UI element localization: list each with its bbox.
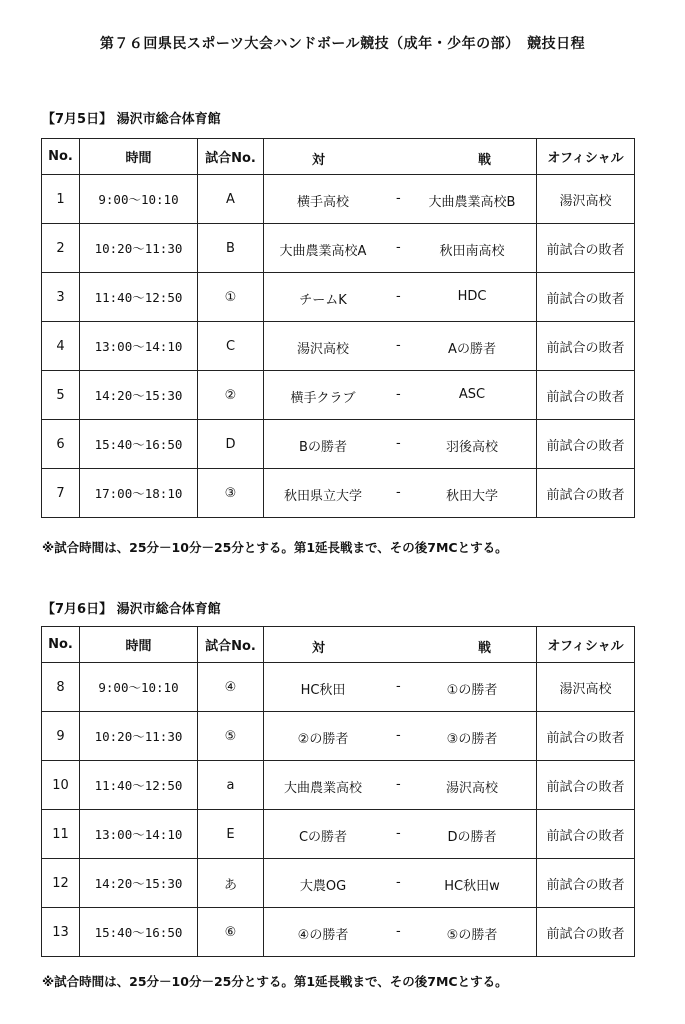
team-b: 大曲農業高校B [428,195,516,210]
header-time: 時間 [80,627,198,663]
official-team: 前試合の敗者 [537,859,635,908]
vs-dash: - [396,436,401,451]
matchup-cell [264,322,537,371]
match-time: 14:20～15:30 [80,859,198,908]
official-team: 前試合の敗者 [537,371,635,420]
team-b: 秋田大学 [445,489,498,504]
matchup-cell [264,175,537,224]
matchup-cell [264,371,537,420]
table-header-row [42,627,635,663]
header-match-no: 試合No. [198,139,264,175]
match-number: 4 [42,322,80,371]
team-b: ①の勝者 [446,683,498,698]
table-row [42,420,635,469]
vs-dash: - [396,240,401,255]
team-a: Bの勝者 [299,440,347,455]
match-time: 13:00～14:10 [80,322,198,371]
team-a: 秋田県立大学 [283,489,362,504]
match-time: 14:20～15:30 [80,371,198,420]
official-team: 湯沢高校 [537,663,635,712]
header-vs-right: 戦 [477,153,491,168]
matchup-cell [264,810,537,859]
vs-dash: - [396,875,401,890]
table-row [42,859,635,908]
match-time: 11:40～12:50 [80,273,198,322]
match-code: ⑥ [198,908,264,957]
matchup-cell [264,663,537,712]
match-code: E [198,810,264,859]
vs-dash: - [396,387,401,402]
header-time: 時間 [80,139,198,175]
match-number: 6 [42,420,80,469]
official-team: 前試合の敗者 [537,761,635,810]
official-team: 前試合の敗者 [537,810,635,859]
official-team: 前試合の敗者 [537,224,635,273]
matchup-cell [264,420,537,469]
match-number: 9 [42,712,80,761]
vs-dash: - [396,777,401,792]
team-b: 羽後高校 [445,440,498,455]
team-a: 大曲農業高校 [283,781,362,796]
header-no: No. [42,627,80,663]
day2-schedule-table [41,626,635,957]
team-a: 横手クラブ [290,391,356,406]
match-time: 10:20～11:30 [80,712,198,761]
matchup-cell [264,761,537,810]
match-time: 13:00～14:10 [80,810,198,859]
match-time: 15:40～16:50 [80,908,198,957]
header-official: オフィシャル [537,627,635,663]
match-code: C [198,322,264,371]
match-code: ② [198,371,264,420]
table-header-row [42,139,635,175]
match-time: 9:00～10:10 [80,175,198,224]
table-row [42,175,635,224]
team-a: 大農OG [299,879,347,894]
match-time: 11:40～12:50 [80,761,198,810]
match-time: 10:20～11:30 [80,224,198,273]
vs-dash: - [396,924,401,939]
official-team: 前試合の敗者 [537,469,635,518]
match-number: 3 [42,273,80,322]
day2-note: ※試合時間は、25分－10分－25分とする。第1延長戦まで、その後7MCとする。 [42,974,508,989]
day1-heading: 【7月5日】 湯沢市総合体育館 [42,112,221,127]
match-number: 5 [42,371,80,420]
team-b: Aの勝者 [448,342,496,357]
match-time: 17:00～18:10 [80,469,198,518]
official-team: 前試合の敗者 [537,908,635,957]
page-title: 第７６回県民スポーツ大会ハンドボール競技（成年・少年の部） 競技日程 [99,36,586,52]
vs-dash: - [396,338,401,353]
table-row [42,273,635,322]
team-a: 湯沢高校 [296,342,349,357]
match-code: ⑤ [198,712,264,761]
day1-schedule-table [41,138,635,518]
vs-dash: - [396,191,401,206]
day1-rows [42,175,635,518]
team-b: 秋田南高校 [439,244,505,259]
match-code: D [198,420,264,469]
team-b: HC秋田w [444,879,500,894]
match-code: a [198,761,264,810]
day2-heading: 【7月6日】 湯沢市総合体育館 [42,602,221,617]
table-row [42,224,635,273]
official-team: 前試合の敗者 [537,322,635,371]
table-row [42,663,635,712]
header-match-no: 試合No. [198,627,264,663]
match-number: 8 [42,663,80,712]
matchup-cell [264,859,537,908]
match-code: ① [198,273,264,322]
team-b: 湯沢高校 [445,781,498,796]
match-code: ③ [198,469,264,518]
day2-rows [42,663,635,957]
vs-dash: - [396,289,401,304]
match-number: 7 [42,469,80,518]
team-a: チームK [299,293,347,308]
table-row [42,371,635,420]
header-vs-left: 対 [312,641,326,656]
header-vs-left: 対 [312,153,326,168]
table-row [42,761,635,810]
match-number: 1 [42,175,80,224]
match-number: 12 [42,859,80,908]
vs-dash: - [396,679,401,694]
team-a: ②の勝者 [297,732,349,747]
table-row [42,908,635,957]
table-row [42,322,635,371]
official-team: 前試合の敗者 [537,712,635,761]
vs-dash: - [396,728,401,743]
official-team: 湯沢高校 [537,175,635,224]
vs-dash: - [396,826,401,841]
official-team: 前試合の敗者 [537,273,635,322]
team-b: HDC [457,289,487,304]
team-a: 横手高校 [296,195,349,210]
match-code: A [198,175,264,224]
table-row [42,810,635,859]
table-row [42,712,635,761]
header-matchup [264,627,537,663]
header-official: オフィシャル [537,139,635,175]
match-number: 10 [42,761,80,810]
team-a: Cの勝者 [298,830,348,845]
header-no: No. [42,139,80,175]
match-number: 11 [42,810,80,859]
matchup-cell [264,712,537,761]
team-a: 大曲農業高校A [279,244,367,259]
table-row [42,469,635,518]
team-a: HC秋田 [300,683,346,698]
official-team: 前試合の敗者 [537,420,635,469]
match-time: 15:40～16:50 [80,420,198,469]
match-number: 2 [42,224,80,273]
match-number: 13 [42,908,80,957]
team-a: ④の勝者 [297,928,349,943]
match-code: あ [198,859,264,908]
vs-dash: - [396,485,401,500]
match-time: 9:00～10:10 [80,663,198,712]
header-vs-right: 戦 [477,641,491,656]
team-b: ⑤の勝者 [446,928,498,943]
team-b: Dの勝者 [447,830,497,845]
matchup-cell [264,273,537,322]
team-b: ASC [458,387,486,402]
match-code: B [198,224,264,273]
day1-note: ※試合時間は、25分－10分－25分とする。第1延長戦まで、その後7MCとする。 [42,540,508,555]
matchup-cell [264,224,537,273]
header-matchup [264,139,537,175]
matchup-cell [264,908,537,957]
team-b: ③の勝者 [446,732,498,747]
match-code: ④ [198,663,264,712]
matchup-cell [264,469,537,518]
